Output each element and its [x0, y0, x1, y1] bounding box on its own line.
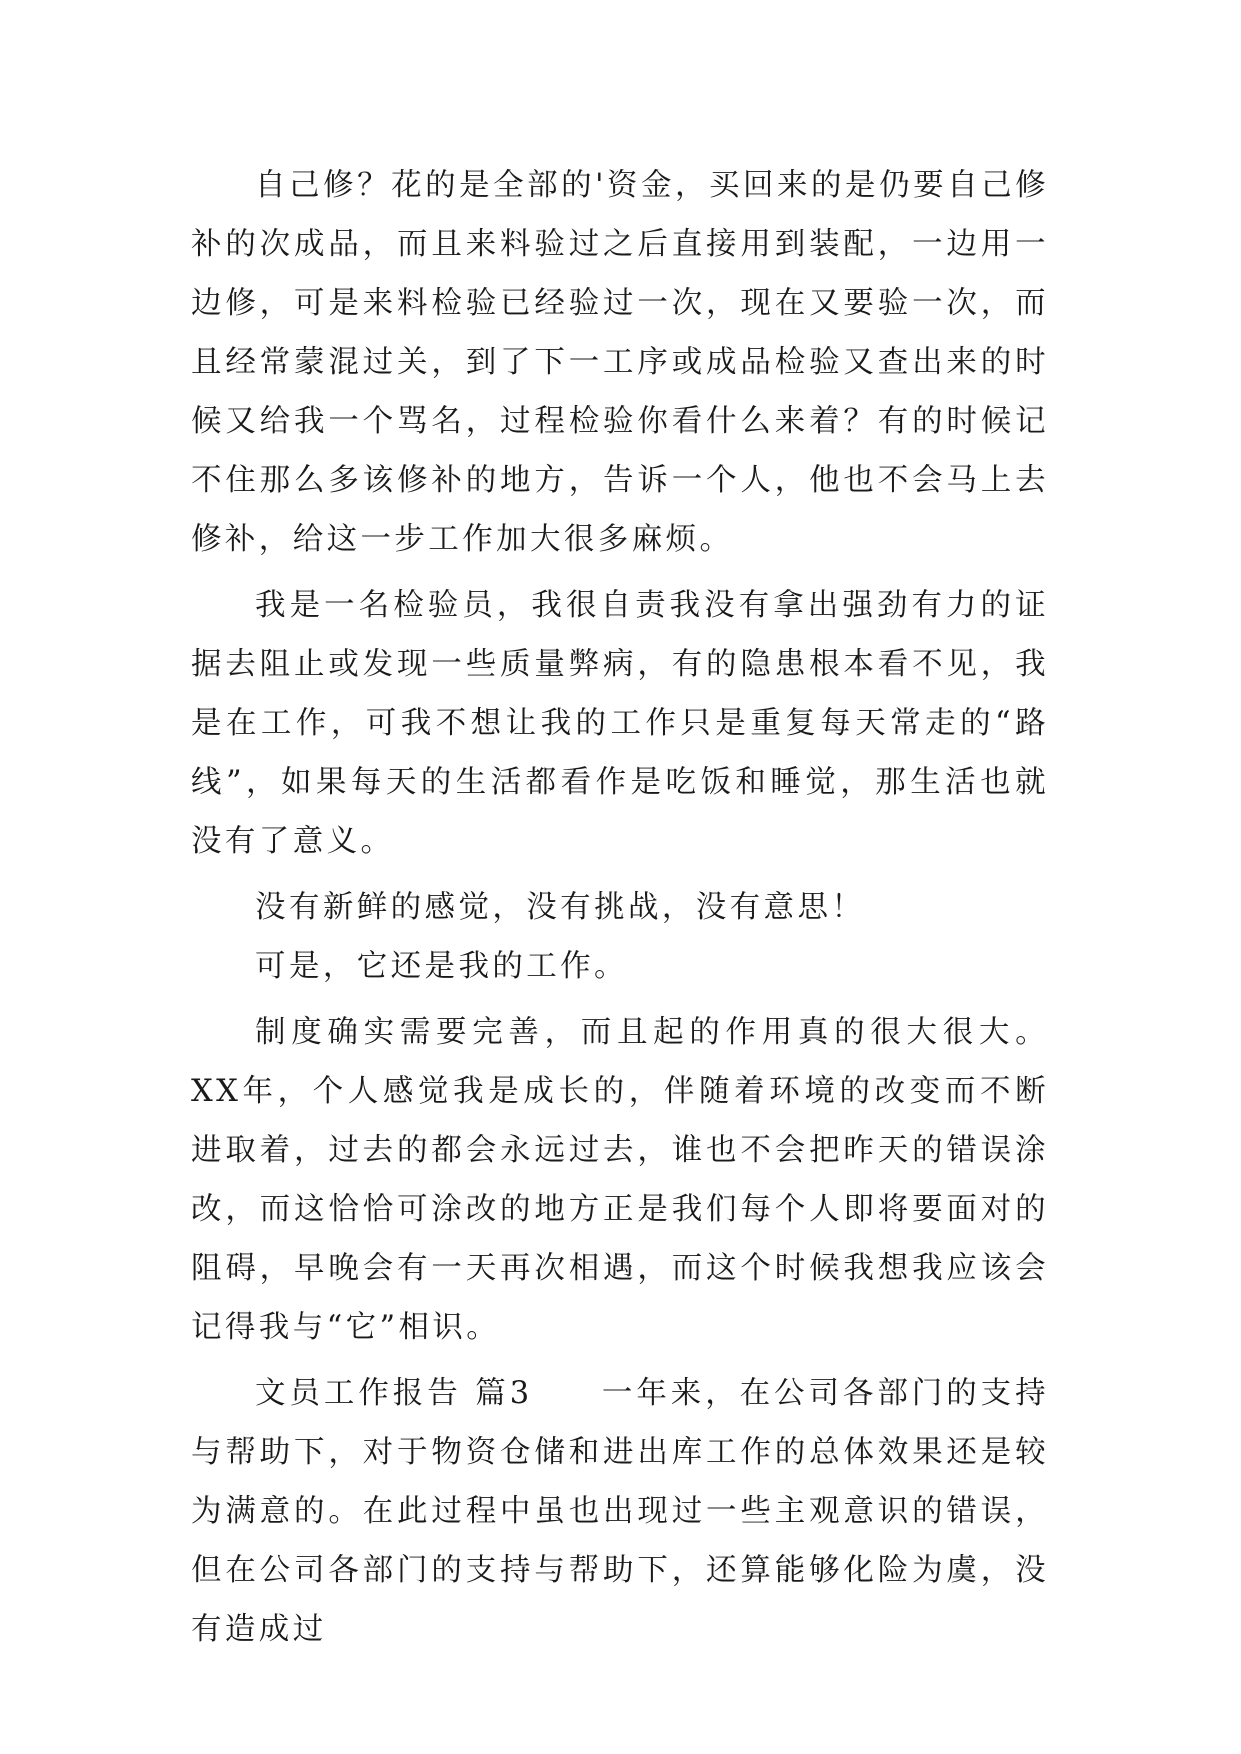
paragraph-no-challenge: 没有新鲜的感觉，没有挑战，没有意思！ — [255, 890, 866, 925]
document-body — [191, 156, 1049, 1666]
paragraph-still-my-job: 可是，它还是我的工作。 — [255, 949, 628, 984]
paragraph-inspector: 我是一名检验员，我很自责我没有拿出强劲有力的证据去阻止或发现一些质量弊病，有的隐患根本看不见，我是在工作，可我不想让我的工作只是重复每天常走的“路线”，如果每天的生活都看作是吃饭和睡觉，那生活也就没有了意义。 — [191, 588, 1049, 859]
paragraph-system-improvement: 制度确实需要完善，而且起的作用真的很大很大。XX年，个人感觉我是成长的，伴随着环境的改变而不断进取着，过去的都会永远过去，谁也不会把昨天的错误涂改，而这恰恰可涂改的地方正是我们每个人即将要面对的阻碍，早晚会有一天再次相遇，而这个时候我想我应该会记得我与“它”相识。 — [191, 1015, 1049, 1345]
paragraph-clerk-report: 文员工作报告 篇3 一年来，在公司各部门的支持与帮助下，对于物资仓储和进出库工作的总体效果还是较为满意的。在此过程中虽也出现过一些主观意识的错误，但在公司各部门的支持与帮助下，还算能够化险为虞，没有造成过 — [191, 1376, 1049, 1647]
paragraph-self-repair: 自己修？花的是全部的'资金，买回来的是仍要自己修补的次成品，而且来料验过之后直接用到装配，一边用一边修，可是来料检验已经验过一次，现在又要验一次，而且经常蒙混过关，到了下一工序或成品检验又查出来的时候又给我一个骂名，过程检验你看什么来着？有的时候记不住那么多该修补的地方，告诉一个人，他也不会马上去修补，给这一步工作加大很多麻烦。 — [191, 168, 1049, 557]
